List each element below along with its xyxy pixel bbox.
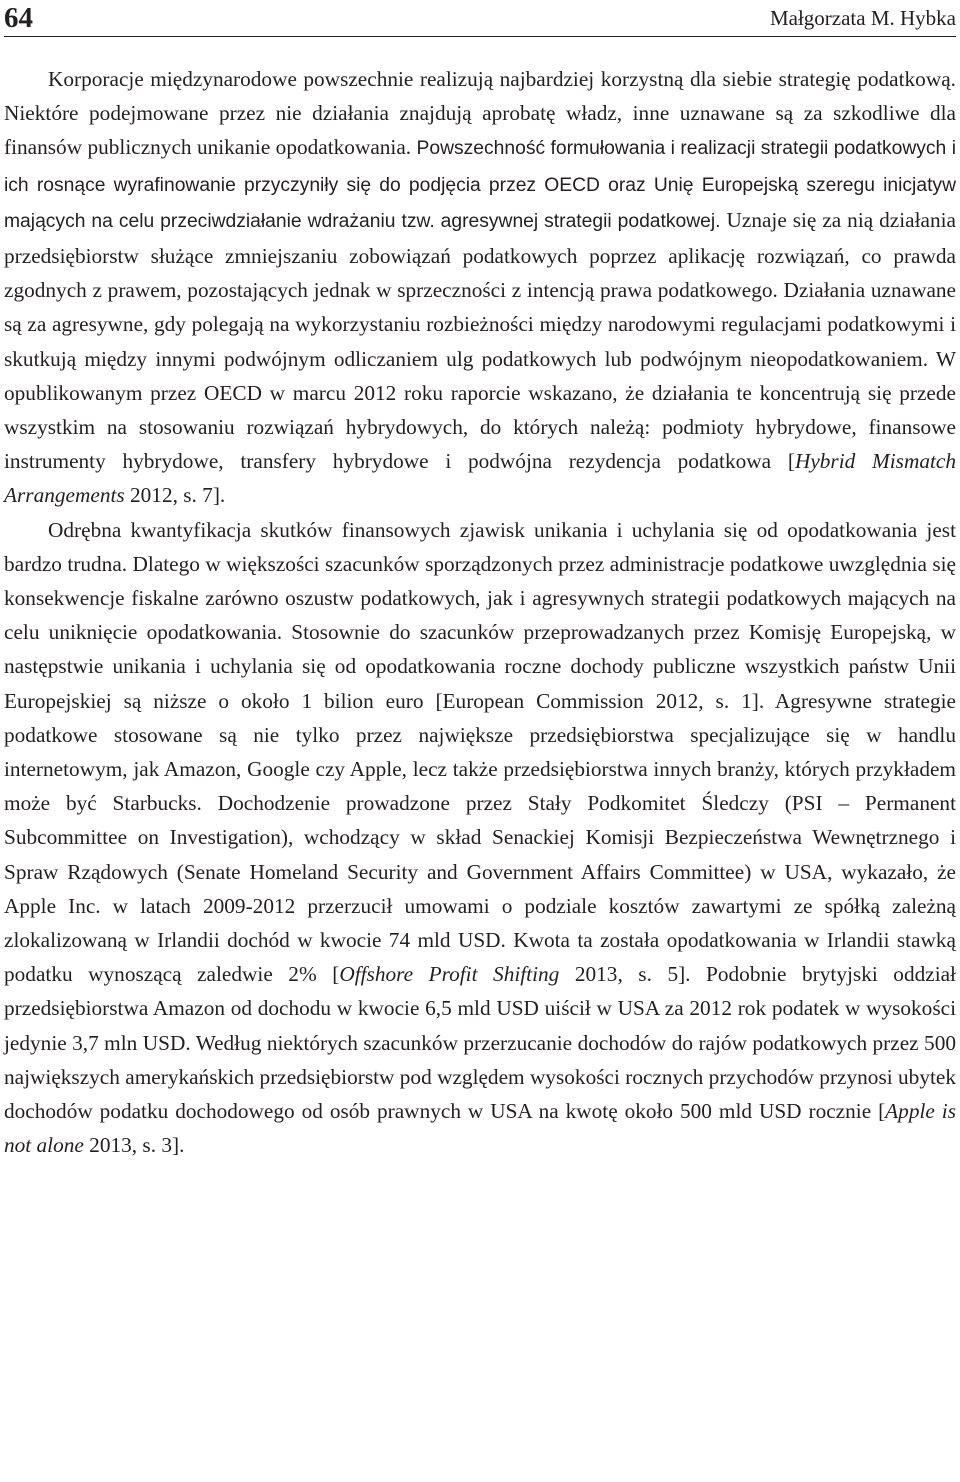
- paragraph-2: [4, 513, 956, 1163]
- running-header: [4, 0, 956, 37]
- citation-title: Offshore Profit Shifting: [339, 962, 560, 987]
- text-run: Korporacje międzynarodowe powszechnie realizują najbardziej korzystną dla siebie strategię podatkową. Niektóre podejmowane przez nie działania znajdują aprobatę władz, inne uznawane są za szkodliwe dla finansów publicznych unikanie opodatkowania.: [4, 67, 956, 160]
- text-run: 2012, s. 7].: [124, 483, 226, 508]
- citation-title: Hybrid Mismatch Arrangements: [4, 449, 956, 508]
- body-text: [4, 62, 956, 1163]
- running-head-author: Małgorzata M. Hybka: [769, 6, 956, 30]
- text-run: Uznaje się za nią działania przedsiębiorstw służące zmniejszaniu zobowiązań podatkowych poprzez aplikację rozwiązań, co prawda zgodnych z prawem, pozostających jednak w sprzeczności z intencją prawa podatkowego. Działania uznawane są za agresywne, gdy polegają na wykorzystaniu rozbieżności między narodowymi regulacjami podatkowymi i skutkują między innymi podwójnym odliczaniem ulg podatkowych lub podwójnym nieopodatkowaniem. W opublikowanym przez OECD w marcu 2012 roku raporcie wskazano, że działania te koncentrują się przede wszystkim na stosowaniu rozwiązań hybrydowych, do których należą: podmioty hybrydowe, finansowe instrumenty hybrydowe, transfery hybrydowe i podwójna rezydencja podatkowa [: [4, 207, 956, 474]
- text-run-sans: Powszechność formułowania i realizacji strategii podatkowych i ich rosnące wyrafinowanie przyczyniły się do podjęcia przez OECD oraz Unię Europejską szeregu inicjatyw mających na celu przeciwdziałanie wdrażaniu tzw. agresywnej strategii podatkowej.: [4, 138, 956, 232]
- text-run: Odrębna kwantyfikacja skutków finansowych zjawisk unikania i uchylania się od opodatkowania jest bardzo trudna. Dlatego w większości szacunków sporządzonych przez administracje podatkowe uwzględnia się konsekwencje fiskalne zarówno oszustw podatkowych, jak i agresywnych strategii podatkowych mających na celu uniknięcie opodatkowania. Stosownie do szacunków przeprowadzanych przez Komisję Europejską, w następstwie unikania i uchylania się od opodatkowania roczne dochody publiczne wszystkich państw Unii Europejskiej są niższe o około 1 bilion euro [European Commission 2012, s. 1]. Agresywne strategie podatkowe stosowane są nie tylko przez największe przedsiębiorstwa specjalizujące się w handlu internetowym, jak Amazon, Google czy Apple, lecz także przedsiębiorstwa innych branży, których przykładem może być Starbucks. Dochodzenie prowadzone przez Stały Podkomitet Śledczy (PSI – Permanent Subcommittee on Investigation), wchodzący w skład Senackiej Komisji Bezpieczeństwa Wewnętrznego i Spraw Rządowych (Senate Homeland Security and Government Affairs Committee) w USA, wykazało, że Apple Inc. w latach 2009-2012 przerzucił umowami o podziale kosztów zawartymi ze spółką zależną zlokalizowaną w Irlandii dochód w kwocie 74 mld USD. Kwota ta została opodatkowania w Irlandii stawką podatku wynoszącą zaledwie 2% [: [4, 517, 956, 987]
- text-run: 2013, s. 3].: [83, 1133, 185, 1158]
- page-number: 64: [4, 2, 33, 34]
- text-run: 2013, s. 5]. Podobnie brytyjski oddział przedsiębiorstwa Amazon od dochodu w kwocie 6,5 mld USD uiścił w USA za 2012 rok podatek w wysokości jedynie 3,7 mln USD. Według niektórych szacunków przerzucanie dochodów do rajów podatkowych przez 500 największych amerykańskich przedsiębiorstw pod względem wysokości rocznych przychodów przynosi ubytek dochodów podatku dochodowego od osób prawnych w USA na kwotę około 500 mld USD rocznie [: [4, 962, 956, 1124]
- citation-title: Apple is not alone: [4, 1099, 956, 1158]
- paragraph-1: [4, 62, 956, 513]
